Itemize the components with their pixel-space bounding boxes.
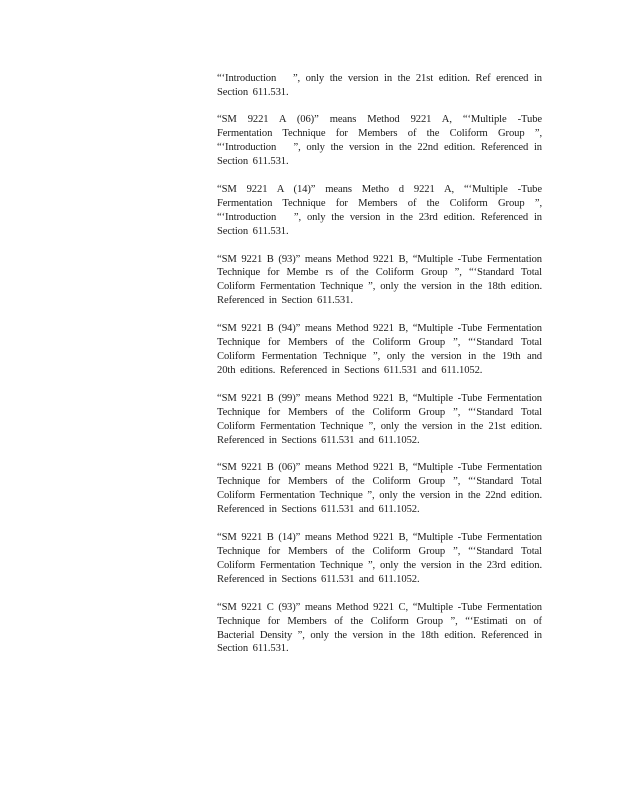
- definition-paragraph-sm-9221-b-99: “SM 9221 B (99)” means Method 9221 B, “Multiple -Tube Fermentation Technique for Members of the Coliform Group ”, “‘Standard Total Coliform Fermentation Technique ”, only the version in the 21st edition. Referenced in Sections 611.531 and 611.1052.: [217, 392, 542, 446]
- definitions-column: [217, 72, 542, 670]
- definition-paragraph-sm-9221-b-14: “SM 9221 B (14)” means Method 9221 B, “Multiple -Tube Fermentation Technique for Members of the Coliform Group ”, “‘Standard Total Coliform Fermentation Technique ”, only the version in the 23rd edition. Referenced in Sections 611.531 and 611.1052.: [217, 532, 542, 585]
- definition-paragraph-sm-9221-b-94: “SM 9221 B (94)” means Method 9221 B, “Multiple -Tube Fermentation Technique for Members of the Coliform Group ”, “‘Standard Total Coliform Fermentation Technique ”, only the version in the 19th and 20th editions. Referenced in Sections 611.531 and 611.1052.: [217, 323, 542, 376]
- definition-paragraph-sm-9221-b-06: “SM 9221 B (06)” means Method 9221 B, “Multiple -Tube Fermentation Technique for Members of the Coliform Group ”, “‘Standard Total Coliform Fermentation Technique ”, only the version in the 22nd edition. Referenced in Sections 611.531 and 611.1052.: [217, 462, 542, 516]
- definition-paragraph-sm-9221-b-93: “SM 9221 B (93)” means Method 9221 B, “Multiple -Tube Fermentation Technique for Membe rs of the Coliform Group ”, “‘Standard Total Coliform Fermentation Technique ”, only the version in the 18th edition. Referenced in Section 611.531.: [217, 253, 542, 307]
- definition-paragraph-sm-9221-a-06: “SM 9221 A (06)” means Method 9221 A, “‘Multiple -Tube Fermentation Technique for Members of the Coliform Group ”, “‘Introduction ”, only the version in the 22nd edition. Referenced in Section 611.531.: [217, 114, 542, 168]
- definition-paragraph-sm-9221-c-93: “SM 9221 C (93)” means Method 9221 C, “Multiple -Tube Fermentation Technique for Members of the Coliform Group ”, “‘Estimati on of Bacterial Density ”, only the version in the 18th edition. Referenced in Section 611.531.: [217, 601, 542, 655]
- definition-paragraph-sm-9221-a-14: “SM 9221 A (14)” means Metho d 9221 A, “‘Multiple -Tube Fermentation Technique for Members of the Coliform Group ”, “‘Introduction ”, only the version in the 23rd edition. Referenced in Section 611.531.: [217, 183, 542, 237]
- definition-paragraph-introduction-21st: “‘Introduction ”, only the version in the 21st edition. Ref erenced in Section 611.531.: [217, 73, 542, 98]
